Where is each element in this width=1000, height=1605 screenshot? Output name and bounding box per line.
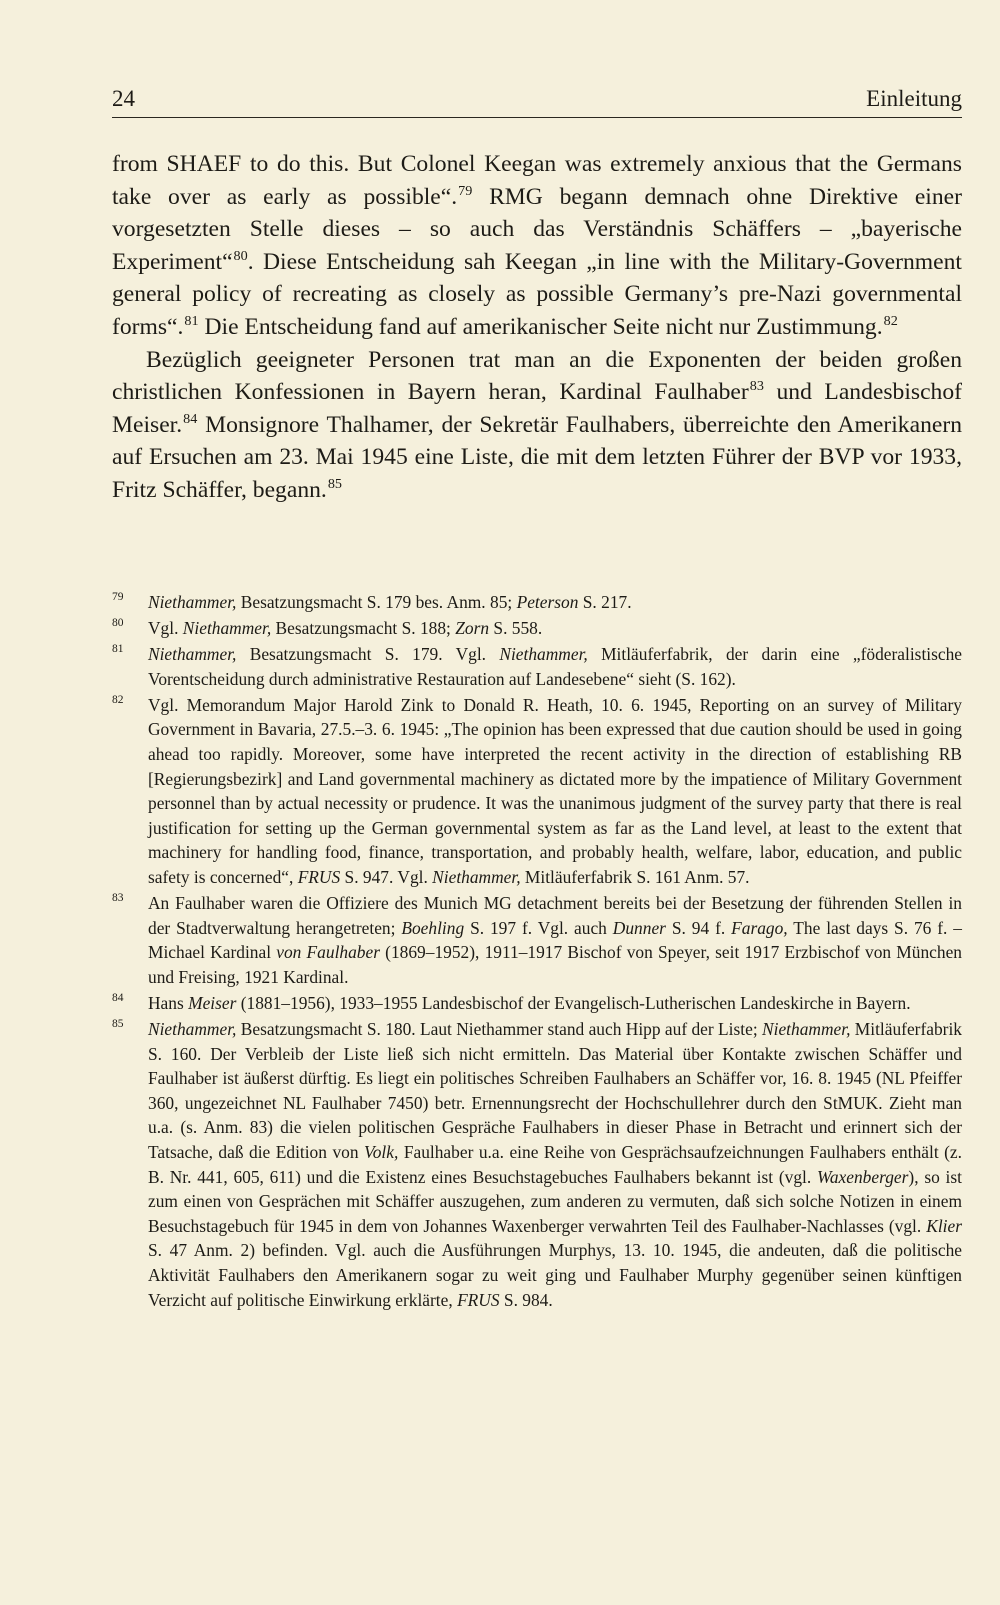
footnote-ref-83[interactable]: 83 xyxy=(749,378,764,395)
author-name: Niethammer, xyxy=(148,592,237,612)
footnote-79 xyxy=(112,590,962,615)
text-run: und Landesbischof Meiser. xyxy=(112,379,962,438)
text-run: . Diese Entscheidung sah Keegan „in line with the Military-Government general policy of recreating as closely as possible Germany’s pre-Nazi governmental forms“. xyxy=(112,248,962,340)
text-run: ), so ist zum einen von Gesprächen mit Schäffer auszugehen, zum anderen zu vermuten, daß sich solche Notizen in einem Besuchstagebuch für 1945 in dem von Johannes Waxenberger verwahrten Teil des Faulhaber-Nachlasses (vgl. xyxy=(148,1166,962,1236)
text-run: The last days S. 76 f. – Michael Kardinal xyxy=(148,917,962,963)
author-name: Niethammer, xyxy=(432,867,521,888)
text-run: An Faulhaber waren die Offiziere des Munich MG detachment bereits bei der Besetzung der führenden Stellen in der Stadtverwaltung herangetreten; xyxy=(148,893,962,938)
text-run: S. 94 f. xyxy=(665,917,732,938)
author-name: Niethammer, xyxy=(148,1019,237,1040)
text-run: Monsignore Thalhamer, der Sekretär Faulhabers, überreichte den Amerikanern auf Ersuchen am 23. Mai 1945 eine Liste, die mit dem letzten Führer der BVP vor 1933, Fritz Schäffer, begann. xyxy=(112,411,962,503)
section-title: Einleitung xyxy=(866,86,962,111)
text-run: Mitläuferfabrik S. 161 Anm. 57. xyxy=(520,867,750,888)
text-run: S. 197 f. Vgl. auch xyxy=(464,917,613,938)
footnote-number: 82 xyxy=(112,693,124,706)
text-run: Besatzungsmacht S. 179. Vgl. xyxy=(236,644,500,665)
person-name: Meiser xyxy=(188,993,237,1013)
footnotes xyxy=(112,590,962,1314)
text-run: S. 47 Anm. 2) befinden. Vgl. auch die Ausführungen Murphys, 13. 10. 1945, die andeuten, daß die politische Aktivität Faulhabers den Amerikanern sogar zu weit ging und Faulhaber Murphy gegenüber seinen künftigen Verzicht auf politische Einwirkung erklärte, xyxy=(148,1240,962,1310)
paragraph-1 xyxy=(112,148,962,344)
source-abbrev: FRUS xyxy=(297,867,341,888)
text-run: S. 947. Vgl. xyxy=(340,867,433,888)
text-run: Faulhaber u.a. eine Reihe von Gesprächsaufzeichnungen Faulhabers enthält (z. B. Nr. 441, 605, 611) und die Existenz eines Besuchstagebuches Faulhabers bekannt ist (vgl. xyxy=(148,1142,962,1187)
paragraph-2 xyxy=(112,344,962,507)
book-page xyxy=(112,0,962,1605)
author-name: Niethammer, xyxy=(762,1019,851,1040)
text-run: Hans xyxy=(148,993,189,1013)
text-run: Mitläuferfabrik, der darin eine „föderalistische Vorentscheidung durch administrative Restauration auf Landesebene“ sieht (S. 162). xyxy=(148,644,963,689)
footnote-ref-82[interactable]: 82 xyxy=(883,313,898,330)
footnote-number: 85 xyxy=(112,1018,124,1031)
author-name: Zorn xyxy=(455,618,490,639)
text-run: S. 984. xyxy=(499,1289,553,1310)
running-head xyxy=(112,85,962,113)
text-run: Besatzungsmacht S. 180. Laut Niethammer stand auch Hipp auf der Liste; xyxy=(236,1019,763,1040)
text-run: RMG begann demnach ohne Direktive einer vorgesetzten Stelle dieses – so auch das Verständnis Schäffers – „bayerische Experiment“ xyxy=(112,183,962,275)
text-run: (1869–1952), 1911–1917 Bischof von Speyer, seit 1917 Erzbischof von München und Freising, 1921 Kardinal. xyxy=(148,942,962,987)
text-run: Mitläuferfabrik S. 160. Der Verbleib der Liste ließ sich nicht ermitteln. Das Material über Kontakte zwischen Schäffer und Faulhaber ist äußerst dürftig. Es liegt ein politisches Schreiben Faulhabers an Schäffer vor, 16. 8. 1945 (NL Pfeiffer 360, ungezeichnet NL Faulhaber 7450) betr. Ernennungsrecht der Hochschullehrer durch den StMUK. Zieht man u.a. (s. Anm. 83) die vielen politischen Gespräche Faulhabers in dieser Phase in Betracht und erinnert sich der Tatsache, daß die Edition von xyxy=(148,1019,962,1163)
text-run: Vgl. Memorandum Major Harold Zink to Donald R. Heath, 10. 6. 1945, Reporting on an survey of Military Government in Bavaria, 27.5.–3. 6. 1945: „The opinion has been expressed that due caution should be used in going ahead too rapidly. Moreover, some have interpreted the recent activity in the direction of establishing RB [Regierungsbezirk] and Land governmental machinery as dictated more by the impatience of Military Government personnel than by actual necessity or prudence. It was the unanimous judgment of the survey party that there is real justification for setting up the German governmental system as far as the Land level, at least to the extent that machinery for handling food, finance, transportation, and probably health, welfare, labor, education, and public safety is concerned“, xyxy=(148,694,962,888)
person-name: von Faulhaber xyxy=(276,942,380,963)
text-run: Besatzungsmacht S. 188; xyxy=(271,618,456,639)
author-name: Boehling xyxy=(401,917,465,938)
footnote-81 xyxy=(112,642,962,691)
text-run: (1881–1956), 1933–1955 Landesbischof der Evangelisch-Lutherischen Landeskirche in Bayern. xyxy=(236,993,911,1013)
footnote-ref-81[interactable]: 81 xyxy=(184,313,199,330)
author-name: Volk, xyxy=(364,1142,399,1163)
footnote-number: 79 xyxy=(112,591,124,603)
page-number: 24 xyxy=(112,86,135,111)
author-name: Niethammer, xyxy=(499,644,588,665)
author-name: Waxenberger xyxy=(816,1166,909,1187)
header-rule xyxy=(112,117,962,118)
text-run: Besatzungsmacht S. 179 bes. Anm. 85; xyxy=(236,592,517,612)
footnote-number: 84 xyxy=(112,992,124,1004)
footnote-80 xyxy=(112,616,962,641)
footnote-84 xyxy=(112,991,962,1016)
main-text xyxy=(112,148,962,507)
author-name: Klier xyxy=(926,1215,962,1236)
author-name: Peterson xyxy=(516,592,579,612)
footnote-ref-79[interactable]: 79 xyxy=(458,182,473,199)
author-name: Dunner xyxy=(612,917,666,938)
footnote-83 xyxy=(112,891,962,989)
footnote-ref-80[interactable]: 80 xyxy=(233,248,248,265)
footnote-ref-84[interactable]: 84 xyxy=(183,410,198,427)
text-run: Bezüglich geeigneter Personen trat man an die Exponenten der beiden großen christlichen Konfessionen in Bayern heran, Kardinal Faulhaber xyxy=(112,346,962,406)
footnote-82 xyxy=(112,693,962,890)
footnote-number: 83 xyxy=(112,892,124,905)
footnote-ref-85[interactable]: 85 xyxy=(327,476,342,493)
text-run: from SHAEF to do this. But Colonel Keegan was extremely anxious that the Germans take over as early as possible“. xyxy=(112,151,962,210)
footnote-number: 81 xyxy=(112,643,124,656)
text-run: Die Entscheidung fand auf amerikanischer Seite nicht nur Zustimmung. xyxy=(198,313,883,340)
footnote-number: 80 xyxy=(112,617,124,630)
text-run: S. 217. xyxy=(578,592,632,612)
author-name: Niethammer, xyxy=(148,644,237,665)
author-name: Niethammer, xyxy=(182,618,272,639)
source-abbrev: FRUS xyxy=(457,1289,500,1310)
author-name: Farago, xyxy=(731,917,788,938)
footnote-85 xyxy=(112,1017,962,1312)
text-run: Vgl. xyxy=(148,618,183,639)
text-run: S. 558. xyxy=(489,618,543,639)
